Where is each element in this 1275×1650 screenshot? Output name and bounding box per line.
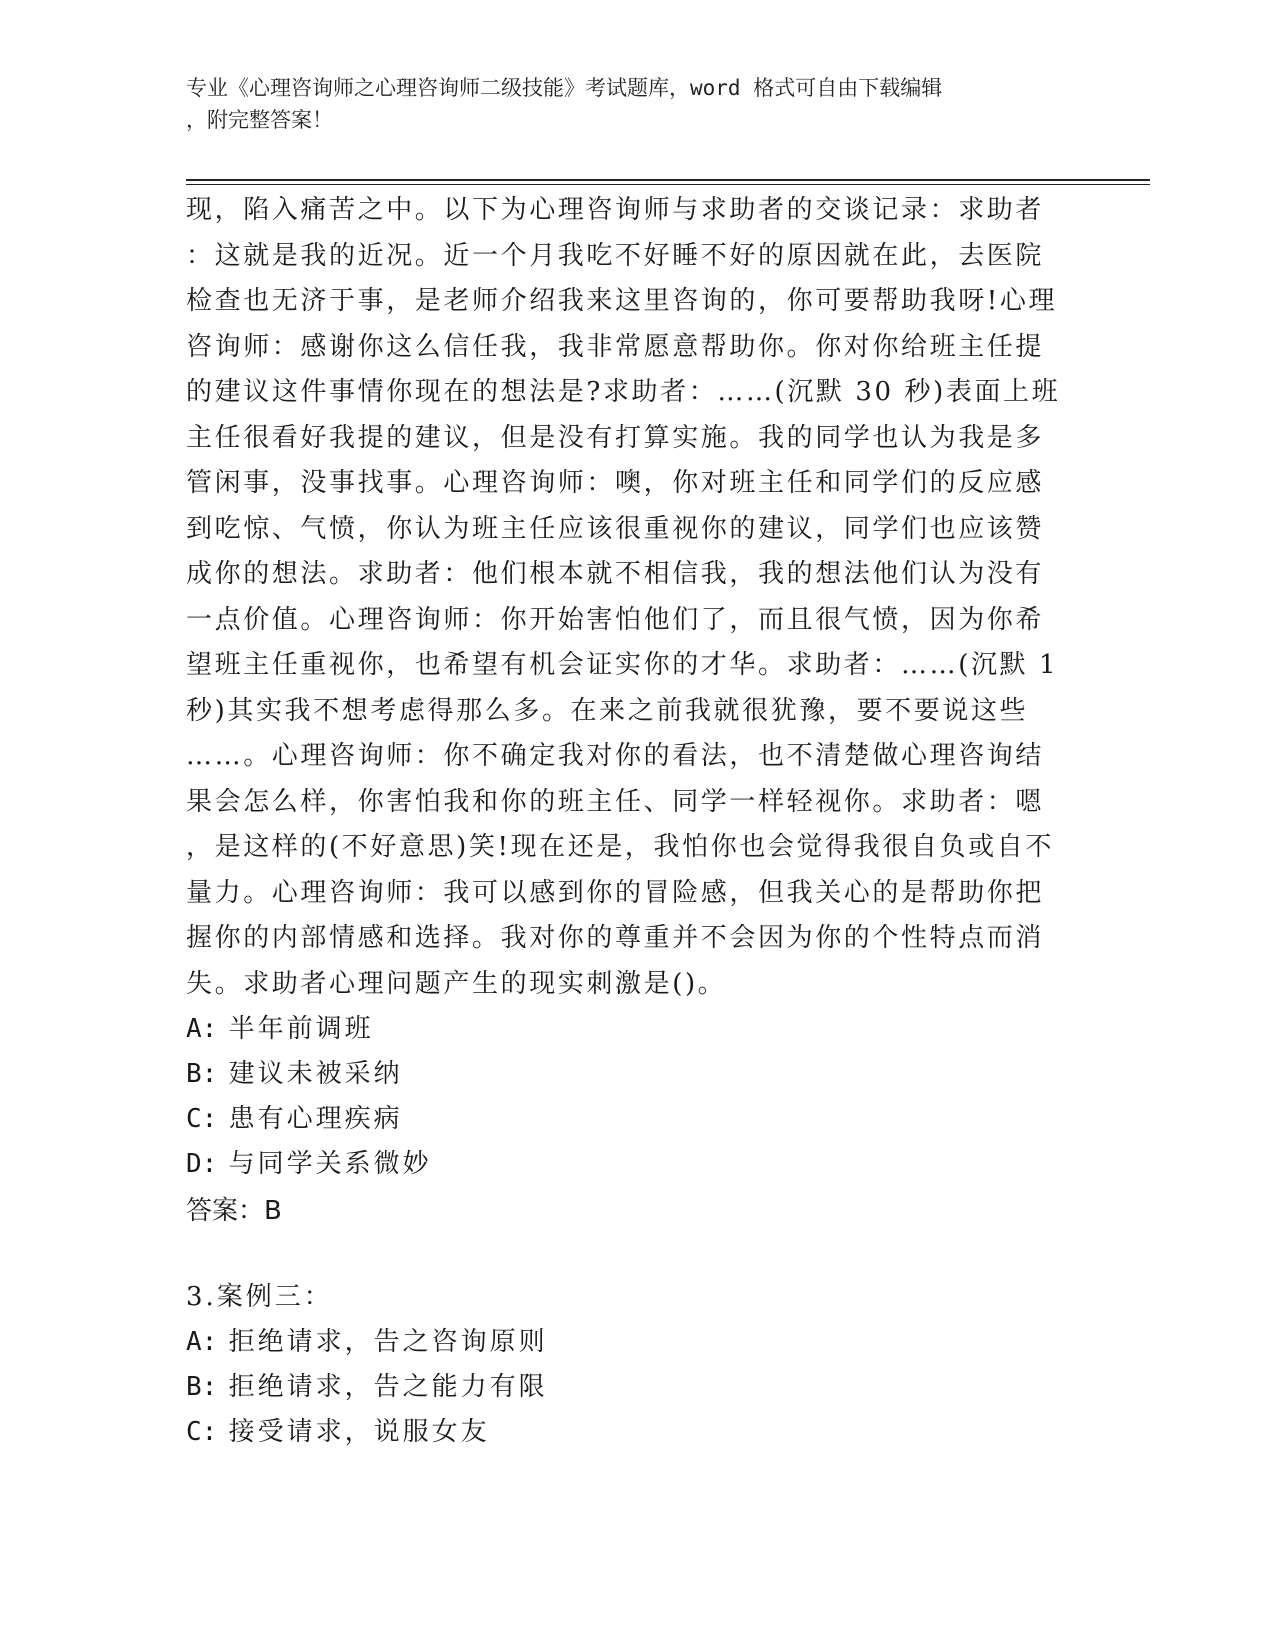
option-b <box>186 1052 1066 1097</box>
question-3-title: 3.案例三： <box>186 1282 333 1312</box>
header-title-line-1: 专业《心理咨询师之心理咨询师二级技能》考试题库，word 格式可自由下载编辑 <box>186 76 943 100</box>
option-text: 拒绝请求，告之咨询原则 <box>228 1327 548 1357</box>
passage-line: 咨询师：感谢你这么信任我，我非常愿意帮助你。你对你给班主任提 <box>186 331 1045 362</box>
header-rule-thick <box>186 179 1150 181</box>
option-key: C: <box>186 1417 218 1447</box>
option-key: D: <box>186 1149 218 1179</box>
option-key: B: <box>186 1372 218 1402</box>
option-key: C: <box>186 1104 218 1134</box>
option-text: 与同学关系微妙 <box>228 1149 432 1179</box>
option-c <box>186 1097 1066 1142</box>
passage-line: 到吃惊、气愤，你认为班主任应该很重视你的建议，同学们也应该赞 <box>186 513 1045 544</box>
passage-line: 望班主任重视你，也希望有机会证实你的才华。求助者：……(沉默 1 <box>186 650 1059 680</box>
option-d <box>186 1142 1066 1187</box>
passage-line: 果会怎么样，你害怕我和你的班主任、同学一样轻视你。求助者：嗯 <box>186 786 1045 817</box>
passage-line: 成你的想法。求助者：他们根本就不相信我，我的想法他们认为没有 <box>186 559 1045 589</box>
passage-line: ：这就是我的近况。近一个月我吃不好睡不好的原因就在此，去医院 <box>186 240 1045 271</box>
option-a <box>186 1320 1066 1365</box>
passage-line: ，是这样的(不好意思)笑!现在还是，我怕你也会觉得我很自负或自不 <box>186 832 1054 862</box>
question-2-answer: 答案：B <box>186 1196 282 1226</box>
option-text: 拒绝请求，告之能力有限 <box>228 1372 548 1402</box>
header-rule-thin <box>186 184 1150 185</box>
passage-line: 的建议这件事情你现在的想法是?求助者：……(沉默 30 秒)表面上班 <box>186 377 1061 407</box>
question-3-options <box>186 1320 1066 1455</box>
option-text: 半年前调班 <box>228 1014 374 1044</box>
option-key: A: <box>186 1327 218 1357</box>
option-c <box>186 1410 1066 1455</box>
option-key: A: <box>186 1014 218 1044</box>
question-2-options <box>186 1007 1066 1187</box>
passage-line: 量力。心理咨询师：我可以感到你的冒险感，但我关心的是帮助你把 <box>186 877 1045 908</box>
document-body <box>186 188 1066 1455</box>
section-spacer <box>186 1235 1066 1275</box>
option-text: 患有心理疾病 <box>228 1104 403 1134</box>
passage-line: 管闲事，没事找事。心理咨询师：噢，你对班主任和同学们的反应感 <box>186 468 1045 498</box>
option-a <box>186 1007 1066 1052</box>
passage-line: 秒)其实我不想考虑得那么多。在来之前我就很犹豫，要不要说这些 <box>186 695 1029 726</box>
passage-line: 一点价值。心理咨询师：你开始害怕他们了，而且很气愤，因为你希 <box>186 604 1045 635</box>
passage-line: 现，陷入痛苦之中。以下为心理咨询师与求助者的交谈记录：求助者 <box>186 195 1045 225</box>
option-key: B: <box>186 1059 218 1089</box>
option-text: 建议未被采纳 <box>228 1059 403 1089</box>
passage-line: ……。心理咨询师：你不确定我对你的看法，也不清楚做心理咨询结 <box>186 741 1045 771</box>
option-text: 接受请求，说服女友 <box>228 1417 490 1447</box>
passage-line: 主任很看好我提的建议，但是没有打算实施。我的同学也认为我是多 <box>186 422 1045 453</box>
passage-line: 检查也无济于事，是老师介绍我来这里咨询的，你可要帮助我呀!心理 <box>186 286 1058 316</box>
passage-line: 握你的内部情感和选择。我对你的尊重并不会因为你的个性特点而消 <box>186 923 1045 953</box>
document-header <box>186 72 1066 136</box>
passage-line: 失。求助者心理问题产生的现实刺激是()。 <box>186 968 727 999</box>
question-2-passage <box>186 188 1066 1007</box>
header-title-line-2: ，附完整答案！ <box>186 108 333 132</box>
option-b <box>186 1365 1066 1410</box>
